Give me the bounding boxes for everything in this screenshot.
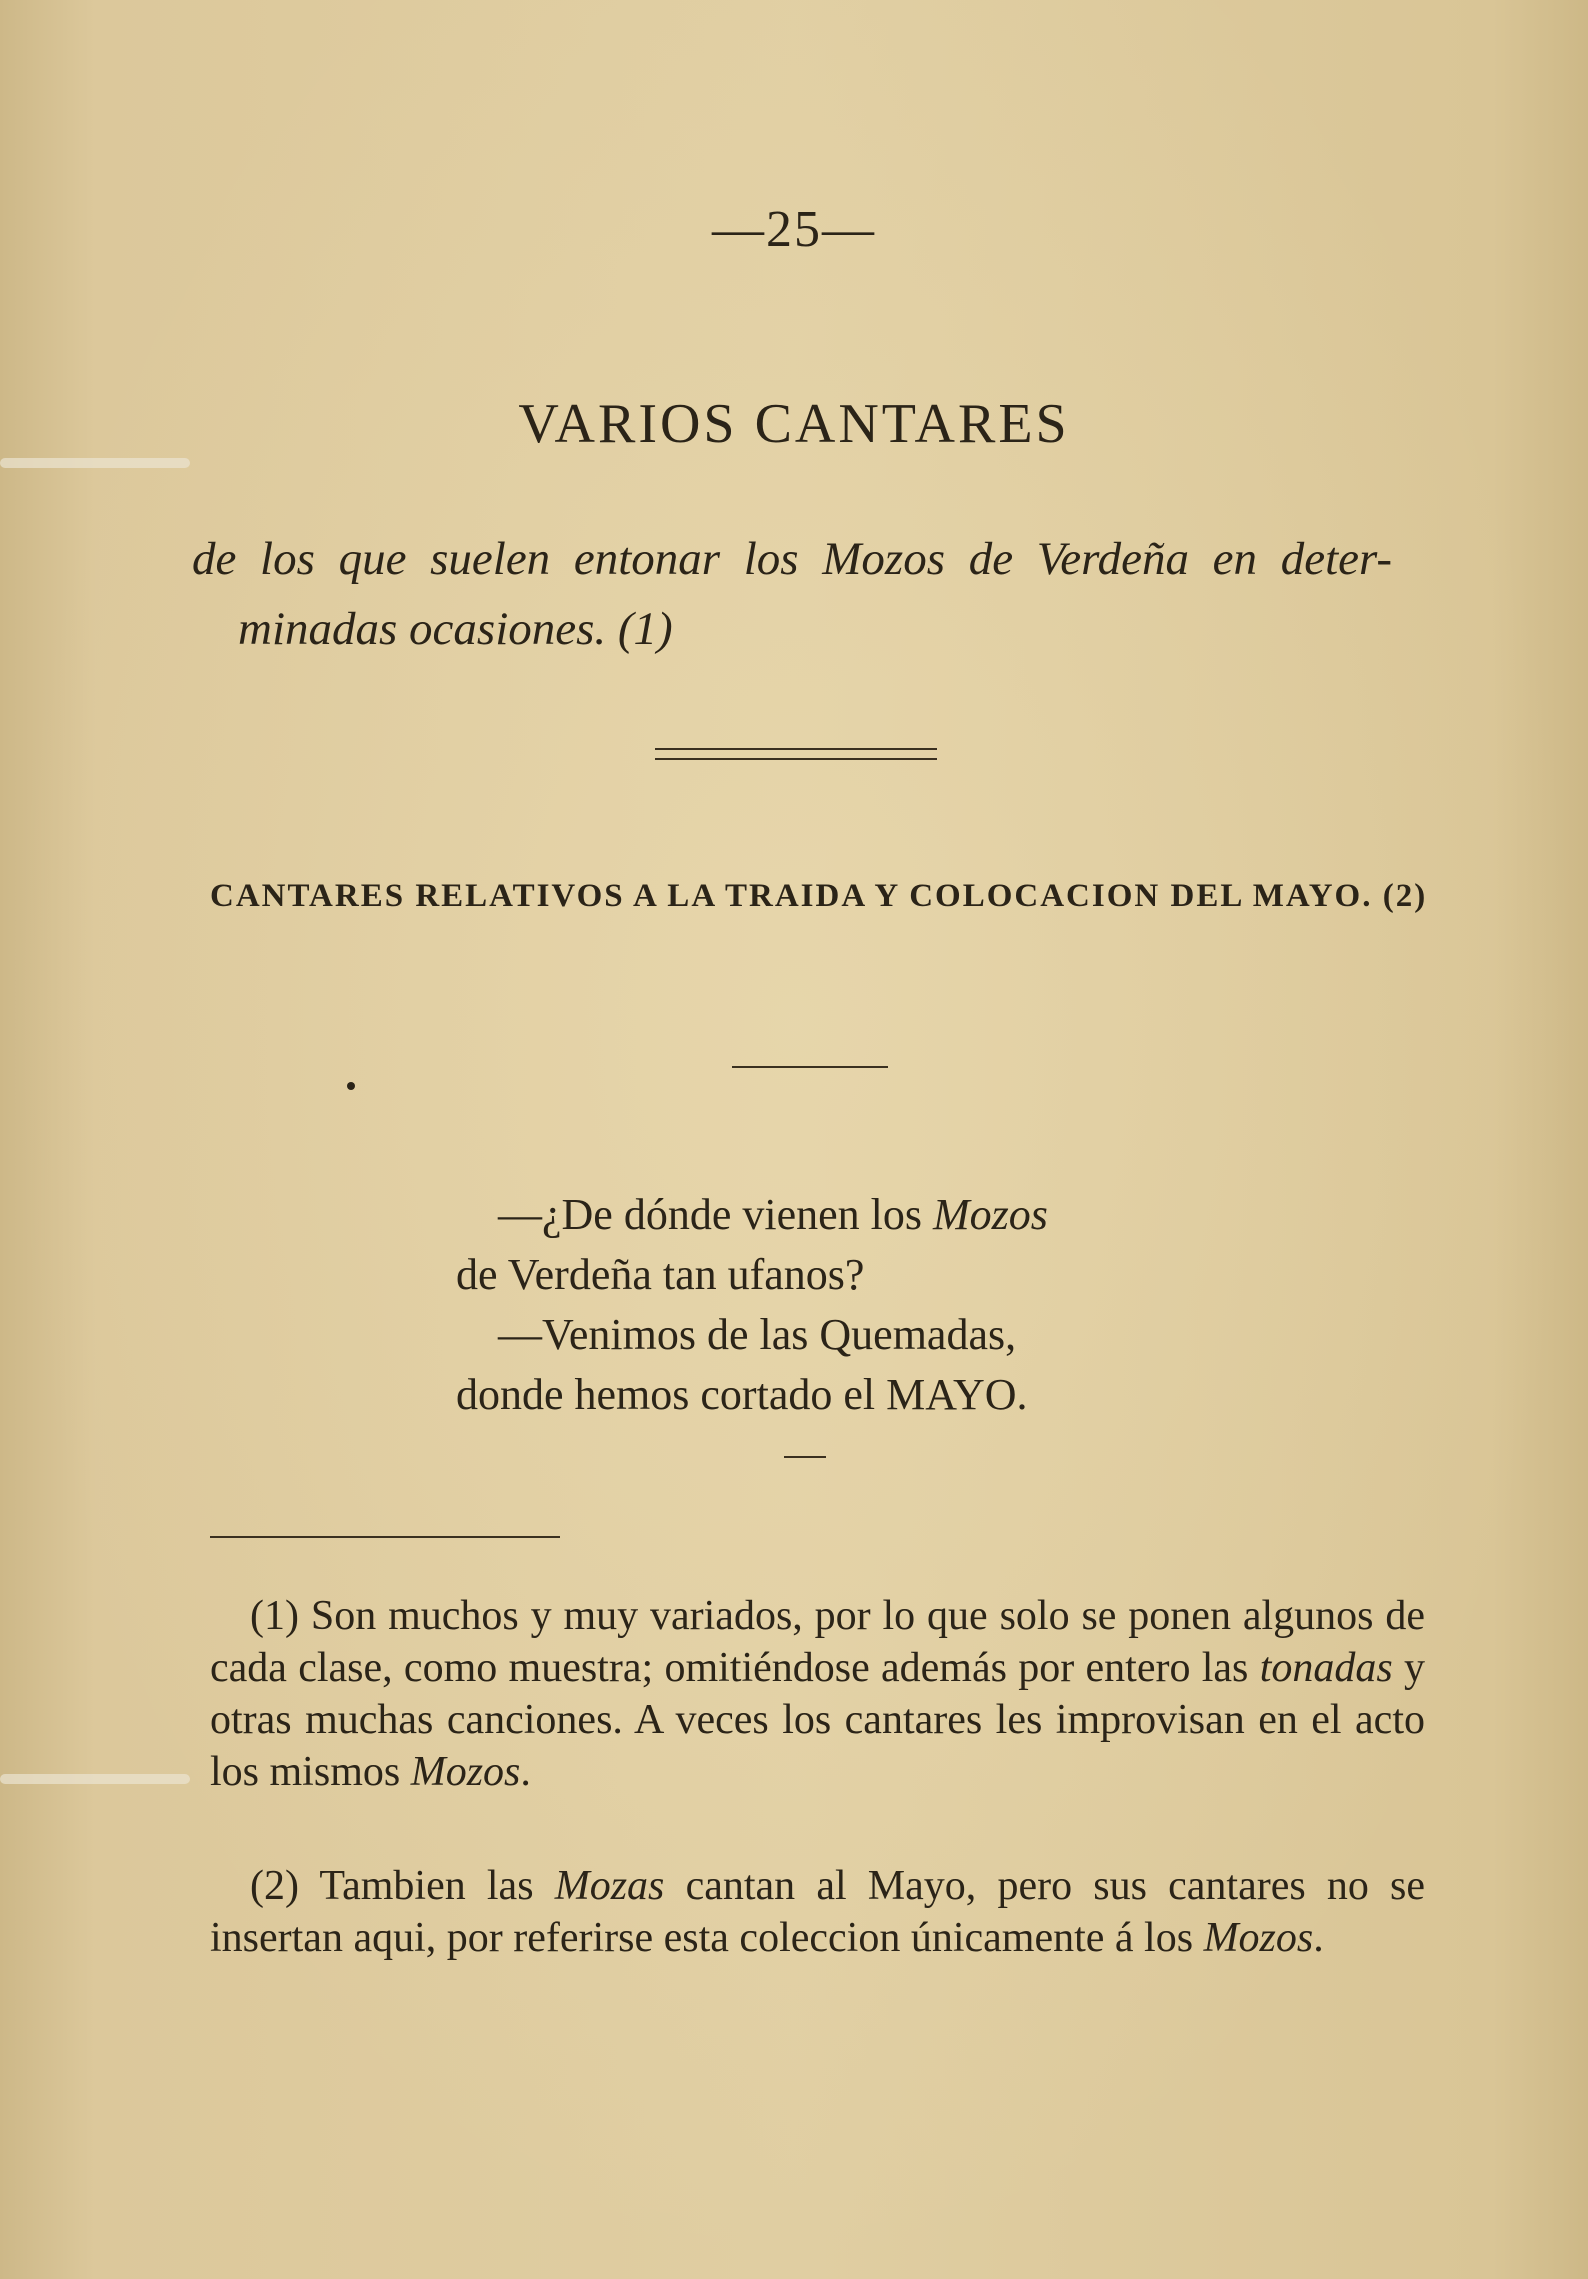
verse-line-1	[498, 1186, 1048, 1244]
footnote-1-text-3: .	[520, 1749, 531, 1795]
verse-line-2: de Verdeña tan ufanos?	[456, 1250, 865, 1299]
verse-end-rule	[784, 1456, 826, 1458]
double-rule-bottom	[655, 758, 937, 760]
subtitle-line-1: de los que suelen entonar los Mozos de Verdeña en deter-	[192, 533, 1392, 585]
footnote-separator	[210, 1536, 560, 1538]
footnote-2-italic-1: Mozas	[554, 1863, 665, 1909]
double-rule-top	[655, 748, 937, 750]
footnote-2-text-3: .	[1313, 1915, 1324, 1961]
footnote-1	[210, 1590, 1425, 1798]
subtitle-line-2: minadas ocasiones. (1)	[238, 603, 673, 655]
binding-thread-bottom	[0, 1774, 190, 1784]
footnote-2	[210, 1860, 1425, 1964]
page-number: —25—	[712, 201, 876, 258]
footnote-2-italic-2: Mozos	[1203, 1915, 1314, 1961]
section-heading: CANTARES RELATIVOS A LA TRAIDA Y COLOCACION DEL MAYO. (2)	[210, 878, 1428, 914]
section-rule	[732, 1066, 888, 1068]
footnote-1-italic-1: tonadas	[1259, 1645, 1393, 1691]
verse-line-3: —Venimos de las Quemadas,	[498, 1310, 1017, 1359]
footnote-2-text: (2) Tambien las	[250, 1863, 555, 1909]
footnote-2-text-2: cantan al Mayo, pero sus cantares no se insertan aqui, por referirse esta coleccion únicamente á los	[210, 1863, 1425, 1961]
verse-line-1-text: —¿De dónde vienen los	[498, 1190, 933, 1239]
footnote-1-text-2: y otras muchas canciones. A veces los cantares les improvisan en el acto los mismos	[210, 1645, 1426, 1795]
footnote-1-italic-2: Mozos	[410, 1749, 521, 1795]
footnote-1-text: (1) Son muchos y muy variados, por lo que solo se ponen algunos de cada clase, como muestra; omitiéndose además por entero las	[210, 1593, 1425, 1691]
chapter-title: VARIOS CANTARES	[518, 393, 1070, 455]
binding-thread-top	[0, 458, 190, 468]
ink-speck	[347, 1082, 355, 1090]
verse-line-1-italic: Mozos	[933, 1190, 1048, 1239]
chapter-subtitle	[192, 526, 1392, 666]
verse-line-4: donde hemos cortado el MAYO.	[456, 1370, 1028, 1419]
